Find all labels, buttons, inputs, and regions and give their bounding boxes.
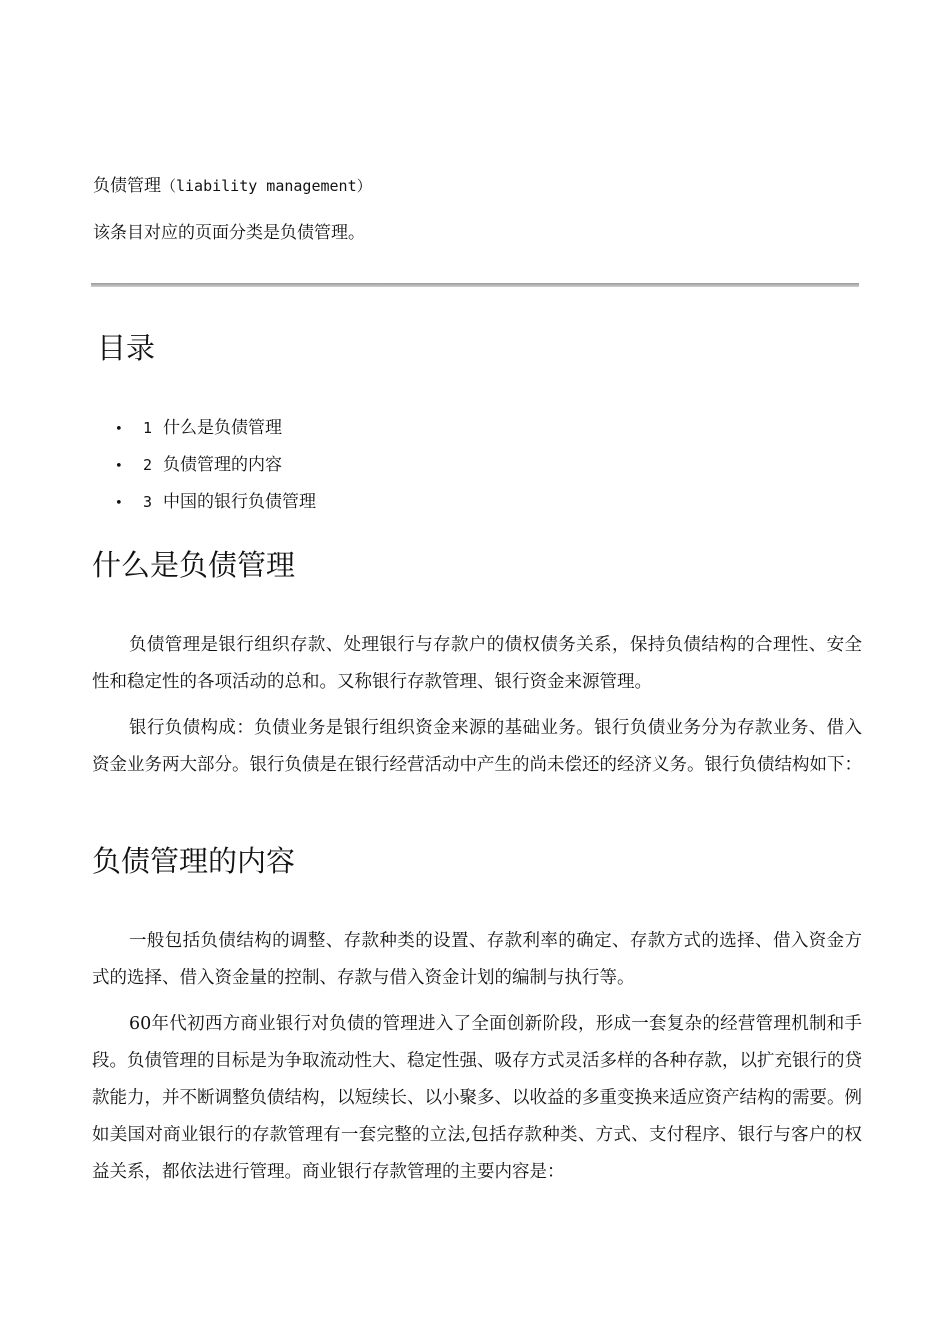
- bullet-icon: •: [115, 459, 123, 474]
- paragraph: 银行负债构成：负债业务是银行组织资金来源的基础业务。银行负债业务分为存款业务、借入资金业务两大部分。银行负债是在银行经营活动中产生的尚未偿还的经济义务。银行负债结构如下：: [92, 718, 862, 775]
- entry-title-chinese: 负债管理: [93, 176, 161, 196]
- toc-heading: 目录: [97, 331, 156, 365]
- section-heading-contents: 负债管理的内容: [92, 844, 296, 878]
- toc-item-number: 2: [143, 456, 153, 474]
- paragraph: 一般包括负债结构的调整、存款种类的设置、存款利率的确定、存款方式的选择、借入资金方式的选择、借入资金量的控制、存款与借入资金计划的编制与执行等。: [92, 931, 862, 988]
- bullet-icon: •: [115, 496, 123, 511]
- toc-item-3[interactable]: [115, 488, 316, 525]
- horizontal-divider: [91, 283, 859, 287]
- toc-item-2[interactable]: [115, 451, 316, 488]
- toc-item-number: 1: [143, 419, 153, 437]
- toc-item-1[interactable]: [115, 414, 316, 451]
- bullet-icon: •: [115, 422, 123, 437]
- entry-title: [93, 173, 372, 199]
- category-note: 该条目对应的页面分类是负债管理。: [93, 223, 365, 243]
- toc-item-label: 中国的银行负债管理: [163, 492, 316, 512]
- section-heading-what-is: 什么是负债管理: [92, 548, 296, 582]
- toc-item-label: 什么是负债管理: [163, 418, 282, 438]
- toc-item-number: 3: [143, 493, 153, 511]
- entry-title-english: （liability management）: [161, 177, 372, 195]
- toc-item-label: 负债管理的内容: [163, 455, 282, 475]
- paragraph: 负债管理是银行组织存款、处理银行与存款户的债权债务关系，保持负债结构的合理性、安全性和稳定性的各项活动的总和。又称银行存款管理、银行资金来源管理。: [92, 635, 862, 692]
- toc-list: [115, 414, 316, 525]
- paragraph: 60年代初西方商业银行对负债的管理进入了全面创新阶段，形成一套复杂的经营管理机制和手段。负债管理的目标是为争取流动性大、稳定性强、吸存方式灵活多样的各种存款，以扩充银行的贷款能力，并不断调整负债结构，以短续长、以小聚多、以收益的多重变换来适应资产结构的需要。例如美国对商业银行的存款管理有一套完整的立法,包括存款种类、方式、支付程序、银行与客户的权益关系，都依法进行管理。商业银行存款管理的主要内容是：: [92, 1014, 862, 1182]
